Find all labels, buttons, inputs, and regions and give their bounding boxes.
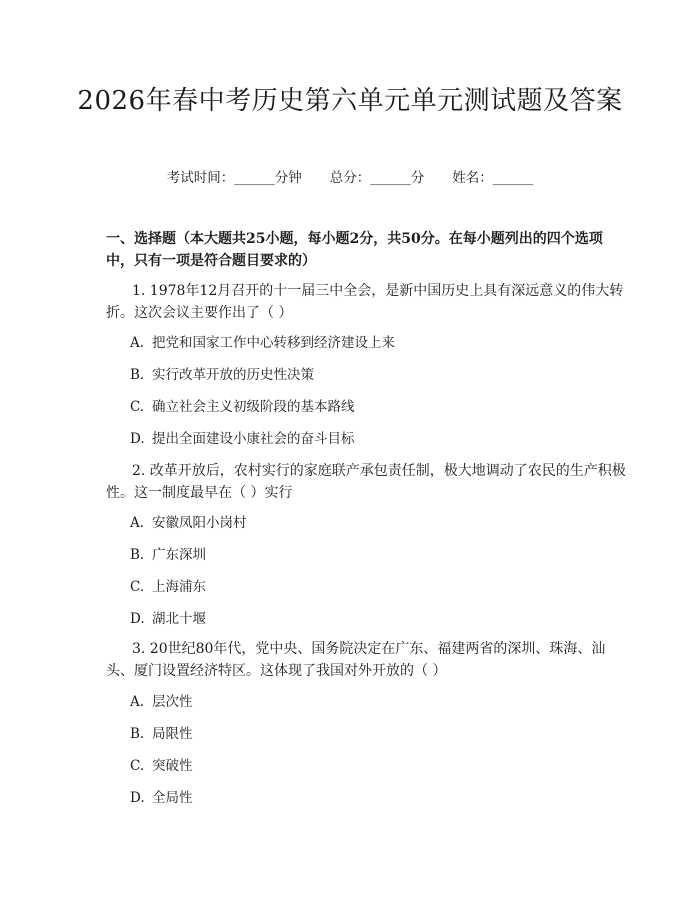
option-text: 上海浦东 [152,579,206,595]
total-score-field: 总分：______分 [329,170,425,186]
option-text: 局限性 [152,726,193,742]
option-letter: C. [130,579,145,595]
option-letter: B. [130,547,145,563]
question-2-option-a [130,513,610,533]
question-3-option-a [130,692,610,712]
question-3-stem: 3. 20世纪80年代，党中央、国务院决定在广东、福建两省的深圳、珠海、汕头、厦门设置经济特区。这体现了我国对外开放的（ ） [106,641,606,679]
option-letter: A. [130,515,145,531]
option-letter: B. [130,726,145,742]
option-letter: D. [130,431,145,447]
page-title: 2026年春中考历史第六单元单元测试题及答案 [77,86,623,116]
option-letter: C. [130,399,145,415]
option-text: 层次性 [152,694,193,710]
question-1-stem: 1. 1978年12月召开的十一届三中全会，是新中国历史上具有深远意义的伟大转折。这次会议主要作出了（ ） [106,283,624,321]
option-text: 全局性 [152,790,193,806]
option-letter: D. [130,611,145,627]
option-letter: C. [130,758,145,774]
option-letter: D. [130,790,145,806]
question-1-option-d [130,429,610,449]
option-text: 把党和国家工作中心转移到经济建设上来 [152,335,395,351]
exam-time-field: 考试时间：______分钟 [166,170,302,186]
exam-info-line [0,168,700,188]
option-letter: A. [130,694,145,710]
question-2-option-d [130,609,610,629]
question-1-option-a [130,333,610,353]
name-field: 姓名：______ [452,170,534,186]
option-text: 确立社会主义初级阶段的基本路线 [152,399,355,415]
question-1-option-c [130,397,610,417]
option-text: 突破性 [152,758,193,774]
option-text: 广东深圳 [152,547,206,563]
question-3-option-c [130,756,610,776]
option-text: 湖北十堰 [152,611,206,627]
option-letter: B. [130,367,145,383]
option-text: 实行改革开放的历史性决策 [152,367,314,383]
question-3-option-d [130,788,610,808]
section-heading: 一、选择题（本大题共25小题，每小题2分，共50分。在每小题列出的四个选项中，只有一项是符合题目要求的） [106,231,603,269]
question-2-option-c [130,577,610,597]
question-2-stem: 2. 改革开放后，农村实行的家庭联产承包责任制，极大地调动了农民的生产积极性。这一制度最早在（ ）实行 [106,463,626,501]
question-1-option-b [130,365,610,385]
question-2-option-b [130,545,610,565]
question-3-option-b [130,724,610,744]
option-text: 安徽凤阳小岗村 [152,515,247,531]
option-letter: A. [130,335,145,351]
option-text: 提出全面建设小康社会的奋斗目标 [152,431,355,447]
